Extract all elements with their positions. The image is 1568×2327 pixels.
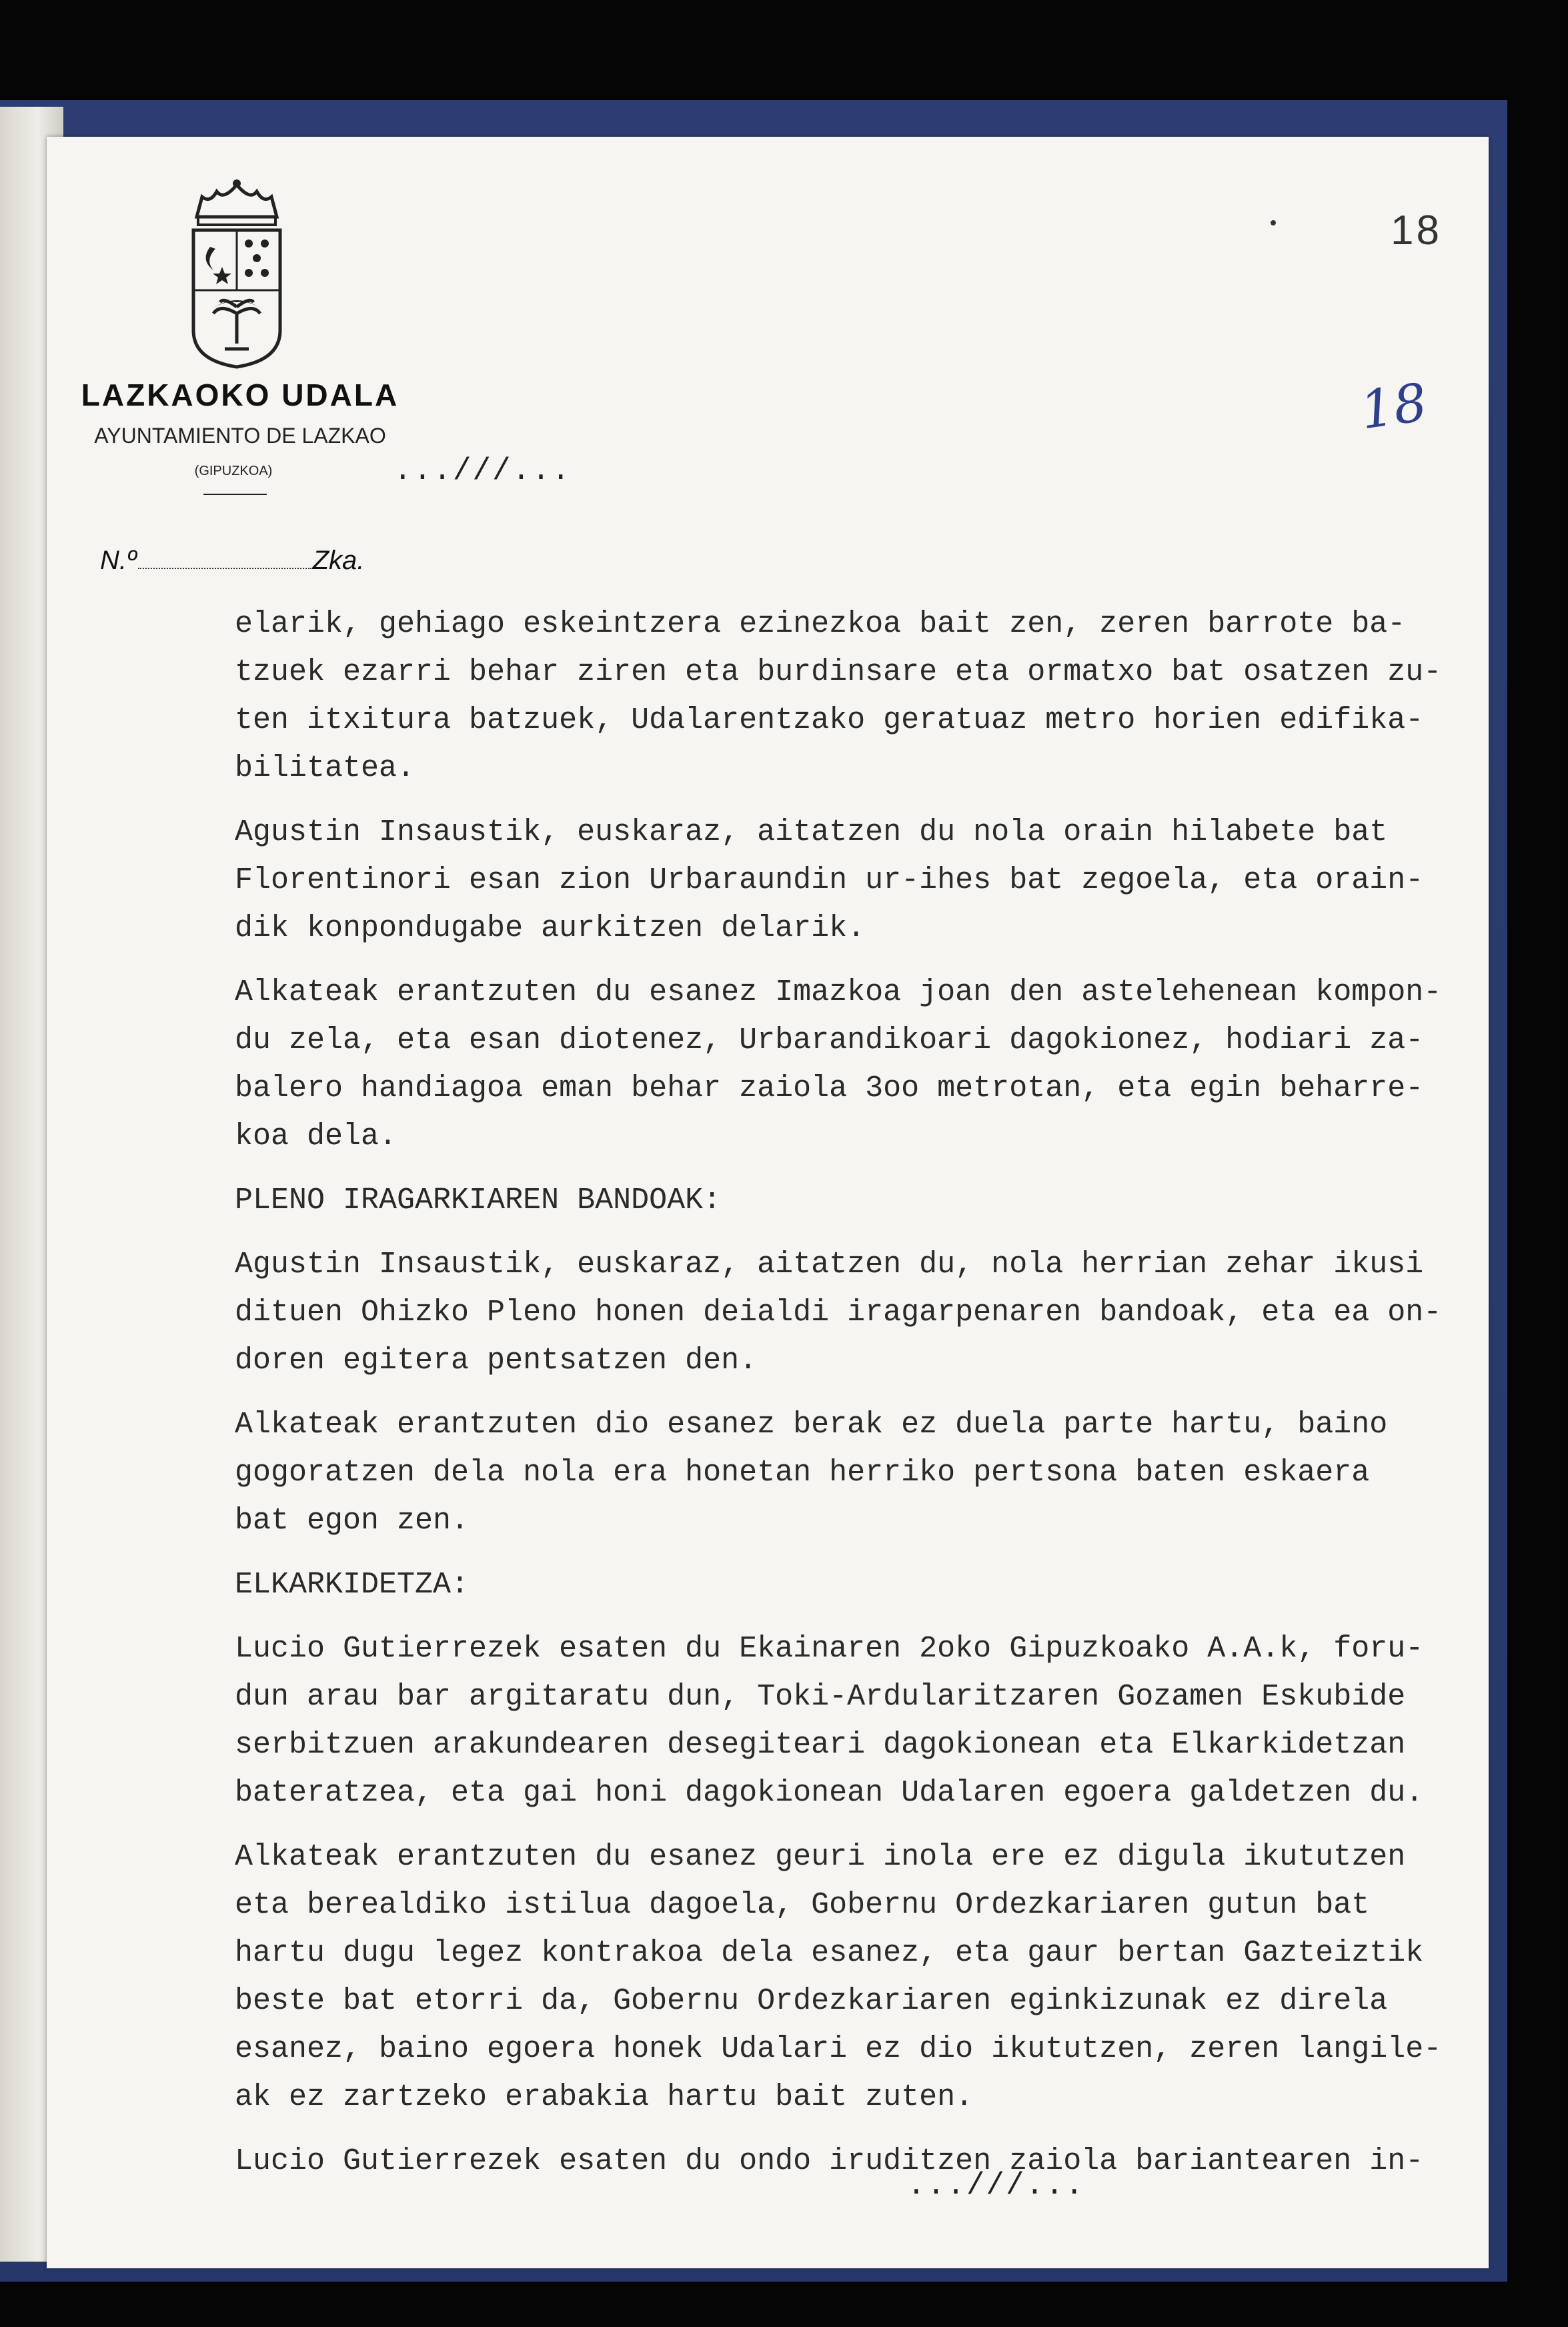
organization-province: (GIPUZKOA) (194, 464, 273, 478)
coat-of-arms-icon (183, 177, 290, 370)
number-blank (138, 568, 311, 569)
paragraph: Agustin Insaustik, euskaraz, aitatzen du nola orain hilabete bat Florentinori esan zion Urbaraundin ur-ihes bat zegoela, eta orain- dik konpondugabe aurkitzen delarik. (235, 815, 1424, 945)
paragraph: elarik, gehiago eskeintzera ezinezkoa bait zen, zeren barrote ba- tzuek ezarri behar ziren eta burdinsare eta ormatxo bat osatzen zu- ten itxitura batzuek, Udalarentzako geratuaz metro horien edifika- bilitatea. (235, 607, 1442, 785)
paragraph: Agustin Insaustik, euskaraz, aitatzen du, nola herrian zehar ikusi dituen Ohizko Pleno honen deialdi iragarpenaren bandoak, eta ea on- doren egitera pentsatzen den. (235, 1248, 1442, 1378)
paragraph: Lucio Gutierrezek esaten du Ekainaren 2oko Gipuzkoako A.A.k, foru- dun arau bar argitaratu dun, Toki-Ardularitzaren Gozamen Eskubide serbitzuen arakundearen desegiteari dagokionean eta Elkarkidetzan bateratzea, eta gai honi dagokionean Udalaren egoera galdetzen du. (235, 1632, 1424, 1810)
paragraph: Alkateak erantzuten du esanez geuri inola ere ez digula ikututzen eta berealdiko istilua dagoela, Gobernu Ordezkariaren gutun bat hartu dugu legez kontrakoa dela esanez, eta gaur bertan Gazteiztik beste bat etorri da, Gobernu Ordezkariaren eginkizunak ez direla esanez, baino egoera honek Udalari ez dio ikututzen, zeren langile- ak ez zartzeko erabakia hartu bait zuten. (235, 1840, 1442, 2114)
paragraph: Lucio Gutierrezek esaten du ondo iruditzen zaiola bariantearen in- (235, 2144, 1424, 2178)
reference-number-line (100, 546, 364, 576)
divider (203, 494, 267, 495)
zka-label: Zka. (312, 546, 365, 575)
page-number: 18 (1391, 207, 1442, 254)
handwritten-page-number: 18 (1357, 372, 1431, 442)
paragraph: Alkateak erantzuten dio esanez berak ez duela parte hartu, baino gogoratzen dela nola era honetan herriko pertsona baten eskaera bat egon zen. (235, 1408, 1388, 1538)
paragraph: Alkateak erantzuten du esanez Imazkoa joan den astelehenean kompon- du zela, eta esan diotenez, Urbarandikoari dagokionez, hodiari za- balero handiagoa eman behar zaiola 3oo metrotan, eta egin beharre- koa dela. (235, 975, 1442, 1153)
typed-minutes-text (235, 600, 1482, 2202)
section-heading: ELKARKIDETZA: (235, 1568, 470, 1602)
continuation-mark-bottom: ...///... (907, 2168, 1085, 2203)
organization-name: LAZKAOKO UDALA (81, 378, 400, 412)
continuation-mark-top: ...///... (394, 454, 572, 488)
section-heading: PLENO IRAGARKIAREN BANDOAK: (235, 1184, 722, 1218)
ink-dot (1271, 220, 1276, 225)
number-label: N.º (100, 546, 137, 575)
organization-name-spanish: AYUNTAMIENTO DE LAZKAO (94, 424, 386, 448)
